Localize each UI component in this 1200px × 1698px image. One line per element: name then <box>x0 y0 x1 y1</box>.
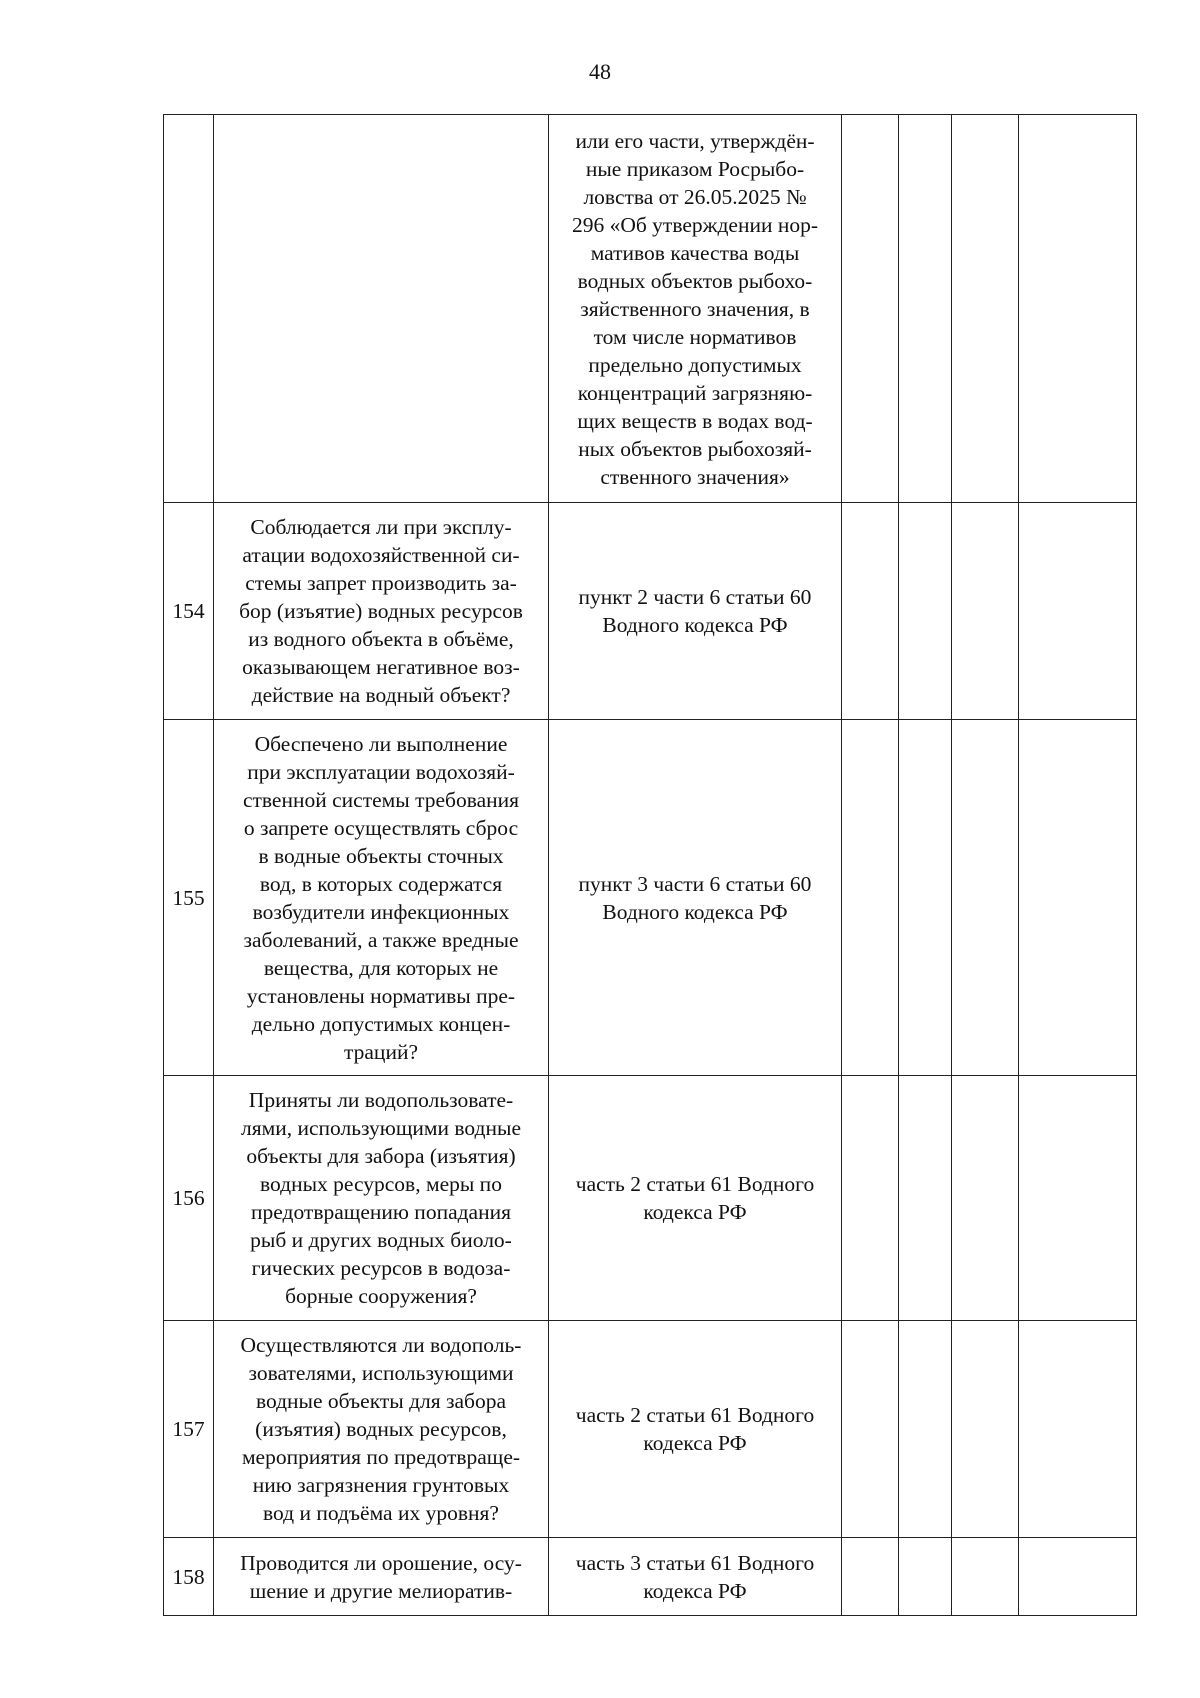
note-cell <box>1019 1076 1137 1321</box>
answer-cell-na <box>952 720 1019 1076</box>
row-number: 156 <box>164 1076 214 1321</box>
row-number <box>164 115 214 503</box>
reference-line: 296 «Об утверждении нор- <box>571 212 819 237</box>
question-line: Обеспечено ли выполнение <box>254 731 508 756</box>
answer-cell-no <box>899 1321 952 1538</box>
reference-line: часть 3 статьи 61 Водного <box>575 1550 815 1575</box>
reference-cell <box>549 1321 842 1538</box>
table-row <box>164 503 1137 720</box>
question-line: объекты для забора (изъятия) <box>246 1144 516 1168</box>
question-line: при эксплуатации водохозяй- <box>247 759 515 784</box>
question-line: Проводится ли орошение, осу- <box>240 1550 522 1575</box>
note-cell <box>1019 1321 1137 1538</box>
question-cell <box>214 720 549 1076</box>
answer-cell-na <box>952 503 1019 720</box>
reference-line: пункт 3 части 6 статьи 60 <box>578 871 812 896</box>
reference-line: кодекса РФ <box>643 1431 747 1455</box>
answer-cell-na <box>952 1321 1019 1538</box>
question-line: Соблюдается ли при эксплу- <box>250 515 512 539</box>
answer-cell-yes <box>842 720 899 1076</box>
question-line: бор (изъятие) водных ресурсов <box>239 599 523 623</box>
question-line: установлены нормативы пре- <box>246 983 516 1008</box>
row-number: 155 <box>164 720 214 1076</box>
question-line: дельно допустимых концен- <box>251 1011 511 1036</box>
question-line: о запрете осуществлять сброс <box>243 815 519 840</box>
answer-cell-na <box>952 1076 1019 1321</box>
question-line: мероприятия по предотвраще- <box>241 1445 521 1469</box>
question-line: вод и подъёма их уровня? <box>263 1501 499 1525</box>
checklist-table <box>163 114 1137 1616</box>
reference-line: ных объектов рыбохозяй- <box>578 436 812 461</box>
question-line: атации водохозяйственной си- <box>242 543 520 567</box>
reference-line: мативов качества воды <box>590 240 800 265</box>
question-line: гических ресурсов в водоза- <box>251 1256 511 1280</box>
reference-line: ные приказом Росрыбо- <box>585 156 805 181</box>
reference-line: кодекса РФ <box>643 1578 747 1603</box>
answer-cell-no <box>899 1076 952 1321</box>
question-cell <box>214 1538 549 1616</box>
answer-cell-no <box>899 115 952 503</box>
reference-cell <box>549 1538 842 1616</box>
question-line: шение и другие мелиоратив- <box>249 1578 513 1603</box>
reference-line: часть 2 статьи 61 Водного <box>575 1172 815 1196</box>
question-line: (изъятия) водных ресурсов, <box>255 1417 507 1441</box>
question-cell <box>214 503 549 720</box>
page-number: 48 <box>589 59 611 84</box>
note-cell <box>1019 720 1137 1076</box>
question-line: заболеваний, а также вредные <box>243 927 519 952</box>
reference-cell <box>549 115 842 503</box>
question-line: Приняты ли водопользовате- <box>248 1088 514 1112</box>
question-line: Осуществляются ли водополь- <box>240 1333 522 1357</box>
question-line: предотвращению попадания <box>251 1200 511 1224</box>
answer-cell-na <box>952 1538 1019 1616</box>
reference-cell <box>549 503 842 720</box>
reference-line: часть 2 статьи 61 Водного <box>575 1403 815 1427</box>
reference-line: ственного значения» <box>600 464 790 489</box>
answer-cell-no <box>899 720 952 1076</box>
question-line: возбудители инфекционных <box>252 899 510 924</box>
row-number: 157 <box>164 1321 214 1538</box>
reference-line: кодекса РФ <box>643 1200 747 1224</box>
reference-line: щих веществ в водах вод- <box>577 408 813 433</box>
table-row <box>164 115 1137 503</box>
answer-cell-na <box>952 115 1019 503</box>
question-line: борные сооружения? <box>285 1284 477 1308</box>
question-line: зователями, использующими <box>248 1361 514 1385</box>
reference-line: предельно допустимых <box>588 352 802 377</box>
table-row <box>164 1076 1137 1321</box>
reference-line: том числе нормативов <box>593 324 797 349</box>
reference-line: ловства от 26.05.2025 № <box>583 184 807 209</box>
question-line: из водного объекта в объёме, <box>248 627 514 651</box>
row-number: 154 <box>164 503 214 720</box>
question-line: лями, использующими водные <box>240 1116 521 1140</box>
reference-line: или его части, утверждён- <box>575 128 815 153</box>
reference-line: зяйственного значения, в <box>580 296 810 321</box>
reference-line: водных объектов рыбохо- <box>577 268 813 293</box>
question-line: траций? <box>343 1039 418 1064</box>
question-line: нию загрязнения грунтовых <box>252 1473 510 1497</box>
question-line: в водные объекты сточных <box>258 843 504 868</box>
answer-cell-yes <box>842 1538 899 1616</box>
reference-cell <box>549 720 842 1076</box>
table-row <box>164 720 1137 1076</box>
question-cell <box>214 1321 549 1538</box>
question-line: стемы запрет производить за- <box>245 571 517 595</box>
question-line: ственной системы требования <box>242 787 520 812</box>
note-cell <box>1019 1538 1137 1616</box>
question-line: вод, в которых содержатся <box>259 871 503 896</box>
answer-cell-yes <box>842 1321 899 1538</box>
question-cell <box>214 1076 549 1321</box>
reference-line: Водного кодекса РФ <box>602 899 788 924</box>
table-row <box>164 1538 1137 1616</box>
answer-cell-no <box>899 503 952 720</box>
note-cell <box>1019 503 1137 720</box>
reference-line: концентраций загрязняю- <box>577 380 813 405</box>
answer-cell-yes <box>842 1076 899 1321</box>
answer-cell-yes <box>842 503 899 720</box>
reference-line: Водного кодекса РФ <box>602 613 788 637</box>
question-line: водных ресурсов, меры по <box>260 1172 502 1196</box>
question-line: оказывающем негативное воз- <box>242 655 520 679</box>
answer-cell-yes <box>842 115 899 503</box>
table-row <box>164 1321 1137 1538</box>
question-line: вещества, для которых не <box>263 955 499 980</box>
answer-cell-no <box>899 1538 952 1616</box>
question-line: действие на водный объект? <box>251 683 511 707</box>
question-line: рыб и других водных биоло- <box>250 1228 512 1252</box>
reference-line: пункт 2 части 6 статьи 60 <box>578 585 812 609</box>
note-cell <box>1019 115 1137 503</box>
question-line: водные объекты для забора <box>255 1389 507 1413</box>
reference-cell <box>549 1076 842 1321</box>
question-cell <box>214 115 549 503</box>
row-number: 158 <box>164 1538 214 1616</box>
